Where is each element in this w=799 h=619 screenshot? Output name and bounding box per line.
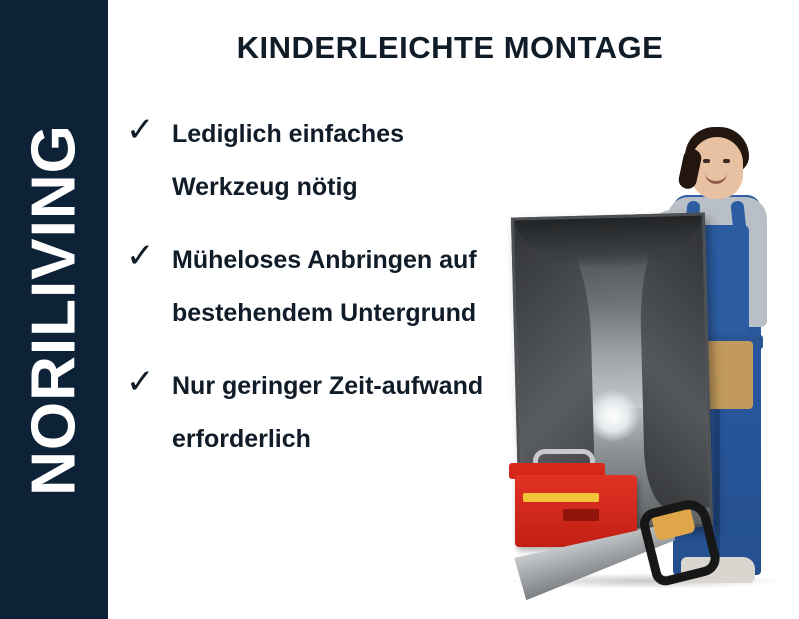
toolbox-latch	[563, 509, 599, 521]
toolbox-label	[523, 493, 599, 502]
check-icon: ✓	[126, 362, 155, 402]
product-photo	[495, 105, 799, 619]
worker-eye-left	[703, 159, 710, 163]
list-item-label: Müheloses Anbringen auf bestehendem Untergrund	[172, 246, 477, 327]
list-item	[126, 360, 516, 466]
list-item	[126, 234, 516, 340]
list-item	[126, 108, 516, 214]
check-icon: ✓	[126, 110, 155, 150]
brand-name: NORILIVING	[19, 123, 89, 496]
list-item-label: Lediglich einfaches Werkzeug nötig	[172, 120, 405, 201]
brand-sidebar	[0, 0, 108, 619]
worker-eye-right	[723, 159, 730, 163]
list-item-label: Nur geringer Zeit-aufwand erforderlich	[172, 372, 484, 453]
page-title: KINDERLEICHTE MONTAGE	[236, 30, 664, 65]
check-icon: ✓	[126, 236, 155, 276]
benefit-list	[126, 108, 516, 486]
